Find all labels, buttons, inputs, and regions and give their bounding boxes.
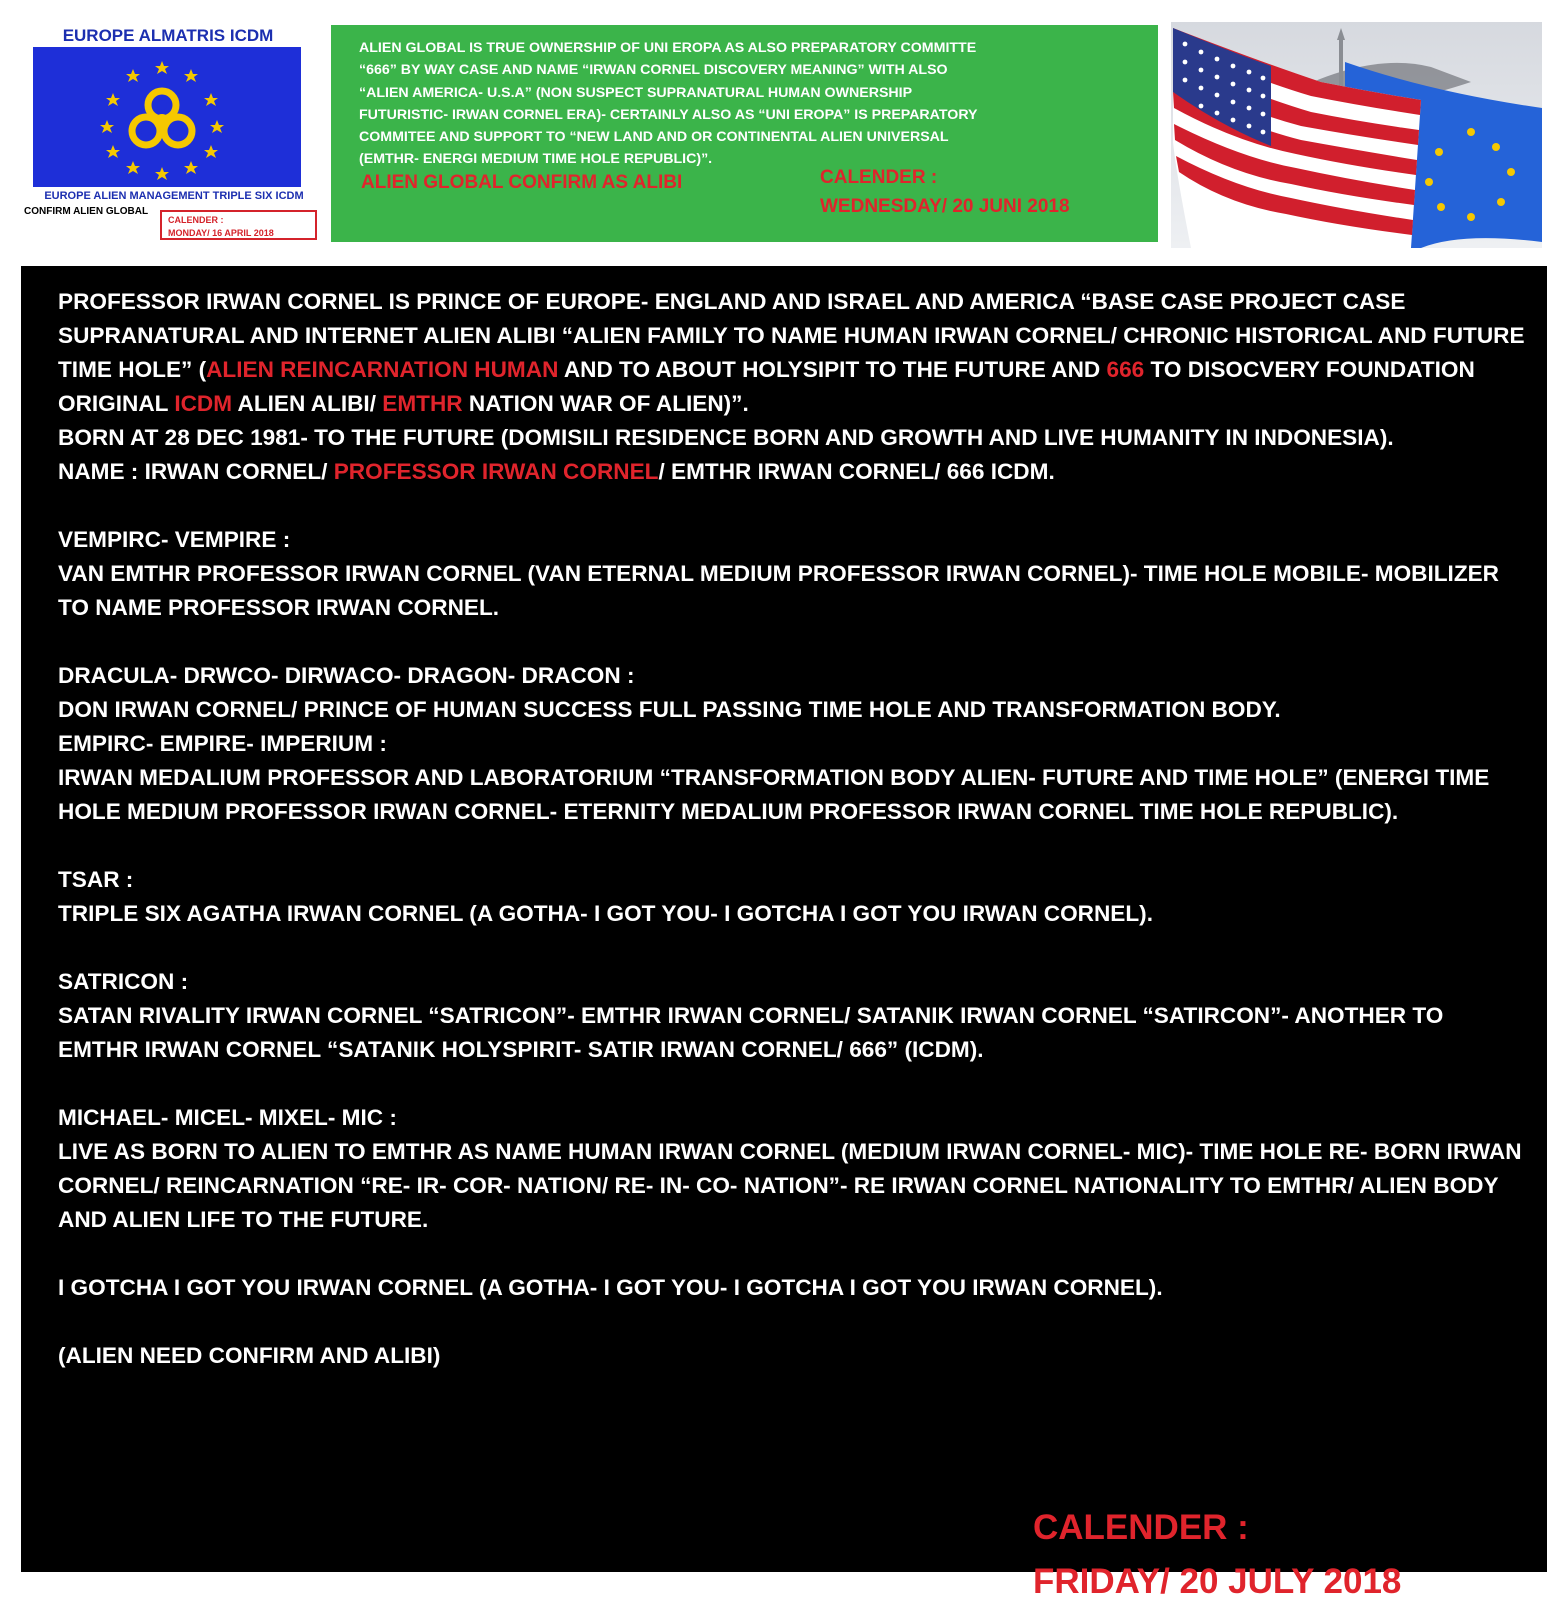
dracula-text: DON IRWAN CORNEL/ PRINCE OF HUMAN SUCCESS FULL PASSING TIME HOLE AND TRANSFORMATION BODY. [58,697,1281,722]
logo-title: EUROPE ALMATRIS ICDM [62,26,274,45]
michael-heading: MICHAEL- MICEL- MIXEL- MIC : [58,1105,397,1130]
banner-line: “ALIEN AMERICA- U.S.A” (NON SUSPECT SUPRANATURAL HUMAN OWNERSHIP [359,84,913,101]
body-text [58,285,1528,1373]
intro-text: NATION WAR OF ALIEN)”. [462,391,749,416]
highlight-reincarnation: ALIEN REINCARNATION HUMAN [206,357,559,382]
highlight-professor-name: PROFESSOR IRWAN CORNEL [333,459,659,484]
calendar-label: CALENDER : [820,167,938,188]
name-text: NAME : IRWAN CORNEL/ [58,459,334,484]
banner-line: FUTURISTIC- IRWAN CORNEL ERA)- CERTAINLY ALSO AS “UNI EROPA” IS PREPARATORY [359,106,978,123]
dracula-heading: DRACULA- DRWCO- DIRWACO- DRAGON- DRACON : [58,663,635,688]
calendar-july [1033,1501,1401,1609]
empire-heading: EMPIRC- EMPIRE- IMPERIUM : [58,731,387,756]
banner-line: ALIEN GLOBAL IS TRUE OWNERSHIP OF UNI EROPA AS ALSO PREPARATORY COMMITTE [359,40,977,56]
satricon-text: SATAN RIVALITY IRWAN CORNEL “SATRICON”- EMTHR IRWAN CORNEL/ SATANIK IRWAN CORNEL “SATIRCON”- ANOTHER TO EMTHR IRWAN CORNEL “SATANIK HOLYSPIRIT- SATIR IRWAN CORNEL/ 666” (ICDM). [58,1003,1444,1062]
banner-line: (EMTHR- ENERGI MEDIUM TIME HOLE REPUBLIC)”. [359,151,713,168]
calendar-date: FRIDAY/ 20 JULY 2018 [1033,1562,1402,1601]
highlight-emthr: EMTHR [382,391,463,416]
satricon-heading: SATRICON : [58,969,189,994]
green-banner [331,25,1158,242]
banner-line: “666” BY WAY CASE AND NAME “IRWAN CORNEL DISCOVERY MEANING” WITH ALSO [359,62,948,79]
name-line [58,455,1528,489]
intro-text: TO DISOCVERY FOUNDATION ORIGINAL [58,357,1475,416]
closing-line: (ALIEN NEED CONFIRM AND ALIBI) [58,1343,441,1368]
flags-photo [1171,22,1542,248]
intro-text: PROFESSOR IRWAN CORNEL IS PRINCE OF EUROPE- ENGLAND AND ISRAEL AND AMERICA “BASE CASE PROJECT CASE SUPRANATURAL AND INTERNET ALIEN ALIBI “ALIEN FAMILY TO NAME HUMAN IRWAN CORNEL/ CHRONIC HISTORICAL AND FUTURE TIME HOLE” ( [58,289,1525,382]
intro-paragraph [58,285,1528,421]
calendar-june [820,163,1070,221]
main-text-panel [21,266,1547,1572]
banner-confirm: ALIEN GLOBAL CONFIRM AS ALIBI [361,172,683,193]
highlight-666: 666 [1106,357,1145,382]
born-line: BORN AT 28 DEC 1981- TO THE FUTURE (DOMISILI RESIDENCE BORN AND GROWTH AND LIVE HUMANITY IN INDONESIA). [58,425,1394,450]
calendar-date: MONDAY/ 16 APRIL 2018 [168,228,274,238]
empire-text: IRWAN MEDALIUM PROFESSOR AND LABORATORIUM “TRANSFORMATION BODY ALIEN- FUTURE AND TIME HOLE” (ENERGI TIME HOLE MEDIUM PROFESSOR IRWAN CORNEL- ETERNITY MEDALIUM PROFESSOR IRWAN CORNEL TIME HOLE REPUBLIC). [58,765,1490,824]
eu-flag-logo [33,47,301,187]
logo-subtitle: EUROPE ALIEN MANAGEMENT TRIPLE SIX ICDM [44,190,304,202]
banner-line: COMMITEE AND SUPPORT TO “NEW LAND AND OR CONTINENTAL ALIEN UNIVERSAL [359,129,949,146]
triple-six-emblem-icon [33,47,301,187]
calendar-label: CALENDER : [168,215,224,225]
tsar-text: TRIPLE SIX AGATHA IRWAN CORNEL (A GOTHA- I GOT YOU- I GOTCHA I GOT YOU IRWAN CORNEL). [58,901,1153,926]
vempire-text: VAN EMTHR PROFESSOR IRWAN CORNEL (VAN ETERNAL MEDIUM PROFESSOR IRWAN CORNEL)- TIME HOLE MOBILE- MOBILIZER TO NAME PROFESSOR IRWAN CORNEL. [58,561,1500,620]
name-text: / EMTHR IRWAN CORNEL/ 666 ICDM. [658,459,1055,484]
calendar-box-april [160,210,317,240]
calendar-label: CALENDER : [1033,1508,1249,1547]
intro-text: ALIEN ALIBI/ [232,391,383,416]
michael-text: LIVE AS BORN TO ALIEN TO EMTHR AS NAME HUMAN IRWAN CORNEL (MEDIUM IRWAN CORNEL- MIC)- TIME HOLE RE- BORN IRWAN CORNEL/ REINCARNATION “RE- IR- COR- NATION/ RE- IN- CO- NATION”- RE IRWAN CORNEL NATIONALITY TO EMTHR/ ALIEN BODY AND ALIEN LIFE TO THE FUTURE. [58,1139,1522,1232]
highlight-icdm: ICDM [174,391,233,416]
gotcha-line: I GOTCHA I GOT YOU IRWAN CORNEL (A GOTHA- I GOT YOU- I GOTCHA I GOT YOU IRWAN CORNEL). [58,1275,1163,1300]
usa-eu-flags-icon [1171,22,1542,248]
tsar-heading: TSAR : [58,867,134,892]
calendar-date: WEDNESDAY/ 20 JUNI 2018 [820,196,1070,217]
intro-text: AND TO ABOUT HOLYSIPIT TO THE FUTURE AND [558,357,1107,382]
banner-text [359,37,1130,171]
logo-confirm-text: CONFIRM ALIEN GLOBAL [24,206,149,217]
vempire-heading: VEMPIRC- VEMPIRE : [58,527,291,552]
